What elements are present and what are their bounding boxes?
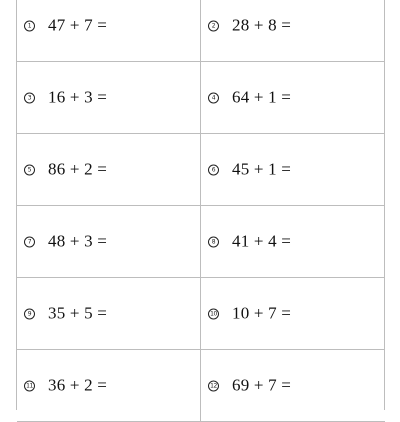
problem-number-badge: 3 xyxy=(24,92,35,103)
problem-number-badge: 5 xyxy=(24,164,35,175)
problem-expression: 45 + 1 = xyxy=(232,159,292,179)
problem-expression: 10 + 7 = xyxy=(232,303,292,323)
problem-cell-9 xyxy=(17,278,201,350)
problem-cell-5 xyxy=(17,134,201,206)
problem-number-badge: 1 xyxy=(24,20,35,31)
problem-expression: 69 + 7 = xyxy=(232,375,292,395)
problem-cell-7 xyxy=(17,206,201,278)
problem-expression: 35 + 5 = xyxy=(48,303,108,323)
problem-cell-2 xyxy=(201,0,385,62)
problem-expression: 86 + 2 = xyxy=(48,159,108,179)
problem-cell-8 xyxy=(201,206,385,278)
problem-number-badge: 10 xyxy=(208,308,219,319)
problem-cell-1 xyxy=(17,0,201,62)
problem-expression: 16 + 3 = xyxy=(48,87,108,107)
problem-number-badge: 11 xyxy=(24,380,35,391)
problem-number-badge: 4 xyxy=(208,92,219,103)
problem-expression: 64 + 1 = xyxy=(232,87,292,107)
problem-expression: 36 + 2 = xyxy=(48,375,108,395)
problem-number-badge: 7 xyxy=(24,236,35,247)
problem-cell-4 xyxy=(201,62,385,134)
problem-number-badge: 9 xyxy=(24,308,35,319)
problem-expression: 28 + 8 = xyxy=(232,15,292,35)
problem-cell-10 xyxy=(201,278,385,350)
problem-grid xyxy=(17,0,384,422)
problem-expression: 48 + 3 = xyxy=(48,231,108,251)
problem-cell-3 xyxy=(17,62,201,134)
problem-expression: 47 + 7 = xyxy=(48,15,108,35)
worksheet-page xyxy=(16,0,385,410)
problem-expression: 41 + 4 = xyxy=(232,231,292,251)
problem-cell-6 xyxy=(201,134,385,206)
problem-cell-12 xyxy=(201,350,385,422)
problem-number-badge: 12 xyxy=(208,380,219,391)
problem-cell-11 xyxy=(17,350,201,422)
problem-number-badge: 6 xyxy=(208,164,219,175)
problem-number-badge: 8 xyxy=(208,236,219,247)
problem-number-badge: 2 xyxy=(208,20,219,31)
